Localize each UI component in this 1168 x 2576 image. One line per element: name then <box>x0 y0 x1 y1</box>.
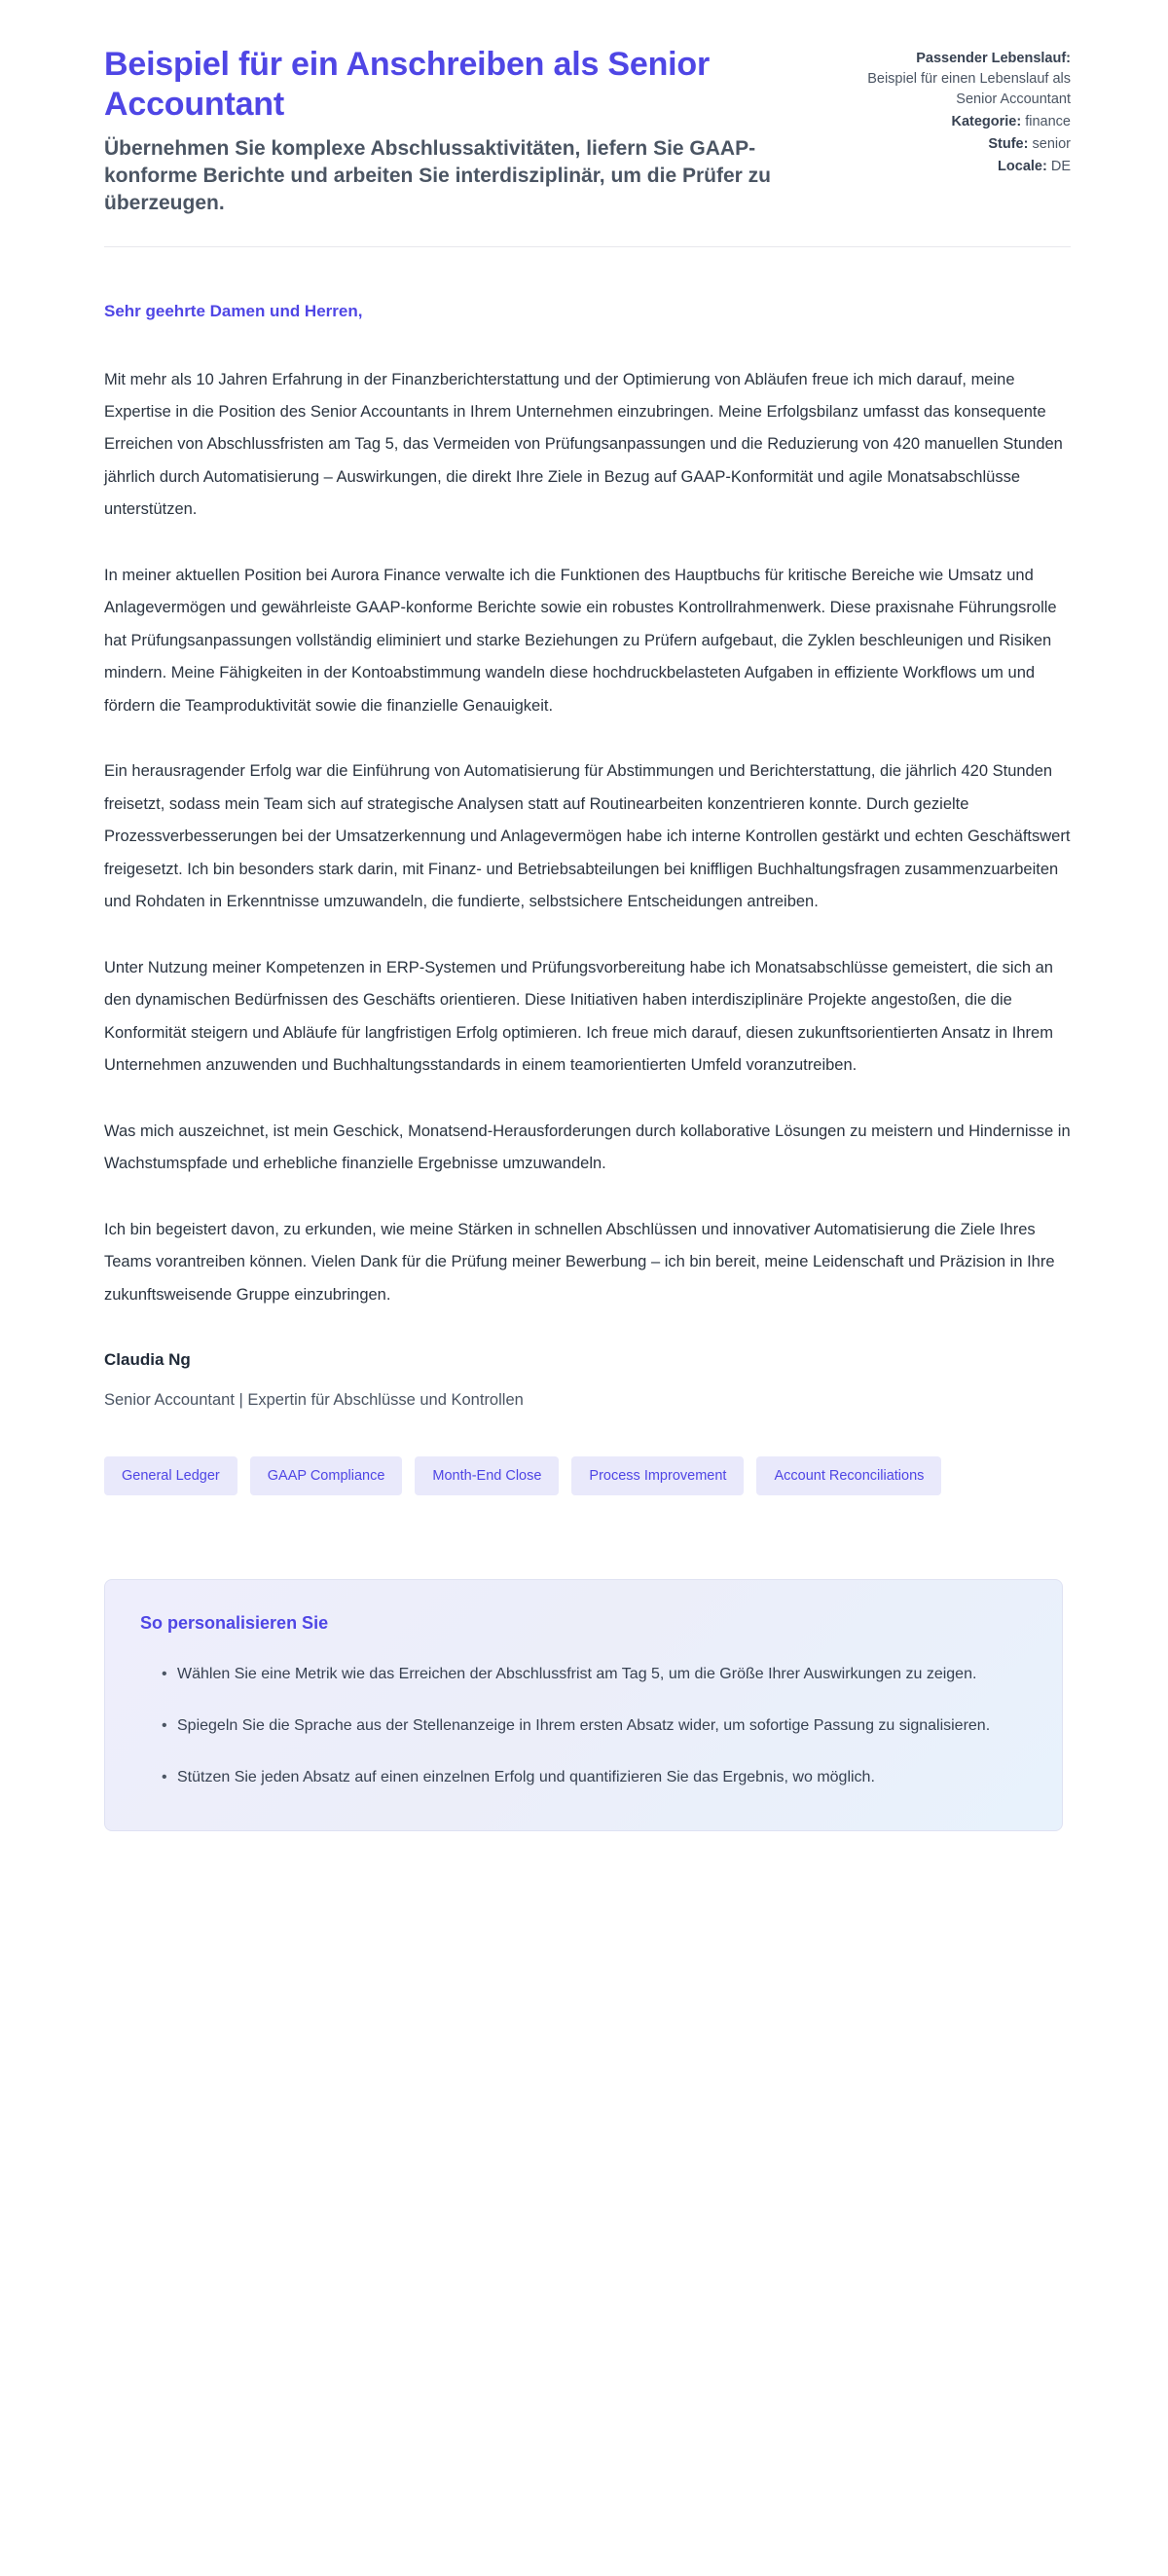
tip-list-item: • Spiegeln Sie die Sprache aus der Stellenanzeige in Ihrem ersten Absatz wider, um sofortige Passung zu signalisieren. <box>162 1711 1027 1741</box>
letter-paragraph: Unter Nutzung meiner Kompetenzen in ERP-Systemen und Prüfungsvorbereitung habe ich Monatsabschlüsse gemeistert, die sich an den dynamischen Bedürfnissen des Geschäfts orientieren. Diese Initiativen haben interdisziplinäre Projekte angestoßen, die die Konformität steigern und Abläufe für langfristigen Erfolg optimieren. Ich freue mich darauf, diesen zukunftsorientierten Ansatz in Ihrem Unternehmen anzuwenden und Buchhaltungsstandards in einem teamorientierten Umfeld voranzutreiben. <box>104 958 1053 1075</box>
meta-matching-resume <box>837 49 1071 110</box>
meta-category-value: finance <box>1025 114 1071 130</box>
letter-paragraph: Ein herausragender Erfolg war die Einführung von Automatisierung für Abstimmungen und Berichterstattung, die jährlich 420 Stunden freisetzt, sodass mein Team sich auf strategische Analysen statt auf Routinearbeiten konzentrieren konnte. Durch gezielte Prozessverbesserungen bei der Umsatzerkennung und Anlagevermögen habe ich interne Kontrollen gestärkt und echten Geschäftswert freigesetzt. Ich bin besonders stark darin, mit Finanz- und Betriebsabteilungen bei kniffligen Buchhaltungsfragen zusammenzuarbeiten und Rohdaten in Erkenntnisse umzuwandeln, die fundierte, selbstsichere Entscheidungen antreiben. <box>104 762 1071 911</box>
meta-level-label: Stufe: <box>988 136 1029 153</box>
page-subtitle: Übernehmen Sie komplexe Abschlussaktivitäten, liefern Sie GAAP-konforme Berichte und arbeiten Sie interdisziplinär, um die Prüfer zu überzeugen. <box>104 136 771 214</box>
meta-locale-label: Locale: <box>998 159 1047 175</box>
meta-matching-resume-value: Beispiel für einen Lebenslauf als Senior Accountant <box>867 71 1071 108</box>
page-header <box>104 45 1071 246</box>
skill-tag[interactable]: Month-End Close <box>415 1456 559 1496</box>
personalization-tips-box <box>104 1579 1063 1831</box>
document-metadata <box>837 45 1071 179</box>
letter-paragraph: In meiner aktuellen Position bei Aurora Finance verwalte ich die Funktionen des Hauptbuchs für kritische Bereiche wie Umsatz und Anlagevermögen und gewährleiste GAAP-konforme Berichte sowie ein robustes Kontrollrahmenwerk. Diese praxisnahe Führungsrolle hat Prüfungsanpassungen vollständig eliminiert und starke Beziehungen zu Prüfern aufgebaut, die Zyklen beschleunigen und Risiken mindern. Meine Fähigkeiten in der Kontoabstimmung wandeln diese hochdruckbelasteten Aufgaben in effiziente Workflows um und fördern die Teamproduktivität sowie die finanzielle Genauigkeit. <box>104 566 1057 715</box>
meta-category-label: Kategorie: <box>951 114 1022 130</box>
skill-tag-list <box>104 1456 980 1496</box>
header-text-block <box>104 45 798 217</box>
page-title: Beispiel für ein Anschreiben als Senior Accountant <box>104 46 711 124</box>
tip-list-item: • Stützen Sie jeden Absatz auf einen einzelnen Erfolg und quantifizieren Sie das Ergebnis, wo möglich. <box>162 1762 1027 1792</box>
skill-tag[interactable]: GAAP Compliance <box>250 1456 403 1496</box>
meta-category <box>837 112 1071 132</box>
skill-tag[interactable]: Process Improvement <box>571 1456 744 1496</box>
meta-locale <box>837 157 1071 177</box>
meta-level-value: senior <box>1032 136 1071 153</box>
tip-list-item: • Wählen Sie eine Metrik wie das Erreichen der Abschlussfrist am Tag 5, um die Größe Ihrer Auswirkungen zu zeigen. <box>162 1659 1027 1689</box>
letter-paragraph: Mit mehr als 10 Jahren Erfahrung in der Finanzberichterstattung und der Optimierung von Abläufen freue ich mich darauf, meine Expertise in die Position des Senior Accountants in Ihrem Unternehmen einzubringen. Meine Erfolgsbilanz umfasst das konsequente Erreichen von Abschlussfristen am Tag 5, das Vermeiden von Prüfungsanpassungen und die Reduzierung von 420 manuellen Stunden jährlich durch Automatisierung – Auswirkungen, die direkt Ihre Ziele in Bezug auf GAAP-Konformität und agile Monatsabschlüsse unterstützen. <box>104 370 1063 519</box>
skill-tag[interactable]: General Ledger <box>104 1456 237 1496</box>
header-divider <box>104 246 1071 247</box>
signature-block <box>104 1350 1071 1413</box>
letter-paragraph: Ich bin begeistert davon, zu erkunden, wie meine Stärken in schnellen Abschlüssen und innovativer Automatisierung die Ziele Ihres Teams vorantreiben können. Vielen Dank für die Prüfung meiner Bewerbung – ich bin bereit, meine Leidenschaft und Präzision in Ihre zukunftsweisende Gruppe einzubringen. <box>104 1220 1055 1304</box>
letter-body <box>104 300 1071 1311</box>
meta-matching-resume-label: Passender Lebenslauf: <box>916 51 1071 66</box>
letter-paragraph: Was mich auszeichnet, ist mein Geschick, Monatsend-Herausforderungen durch kollaborative Lösungen zu meistern und Hindernisse in Wachstumspfade und erhebliche finanzielle Ergebnisse umzuwandeln. <box>104 1122 1071 1173</box>
signature-name: Claudia Ng <box>104 1350 191 1370</box>
signature-role: Senior Accountant | Expertin für Abschlüsse und Kontrollen <box>104 1391 524 1410</box>
letter-salutation: Sehr geehrte Damen und Herren, <box>104 301 363 320</box>
meta-locale-value: DE <box>1050 159 1071 175</box>
tips-list <box>140 1659 1027 1793</box>
skill-tag[interactable]: Account Reconciliations <box>756 1456 941 1496</box>
tips-title: So personalisieren Sie <box>140 1613 329 1634</box>
meta-level <box>837 134 1071 155</box>
